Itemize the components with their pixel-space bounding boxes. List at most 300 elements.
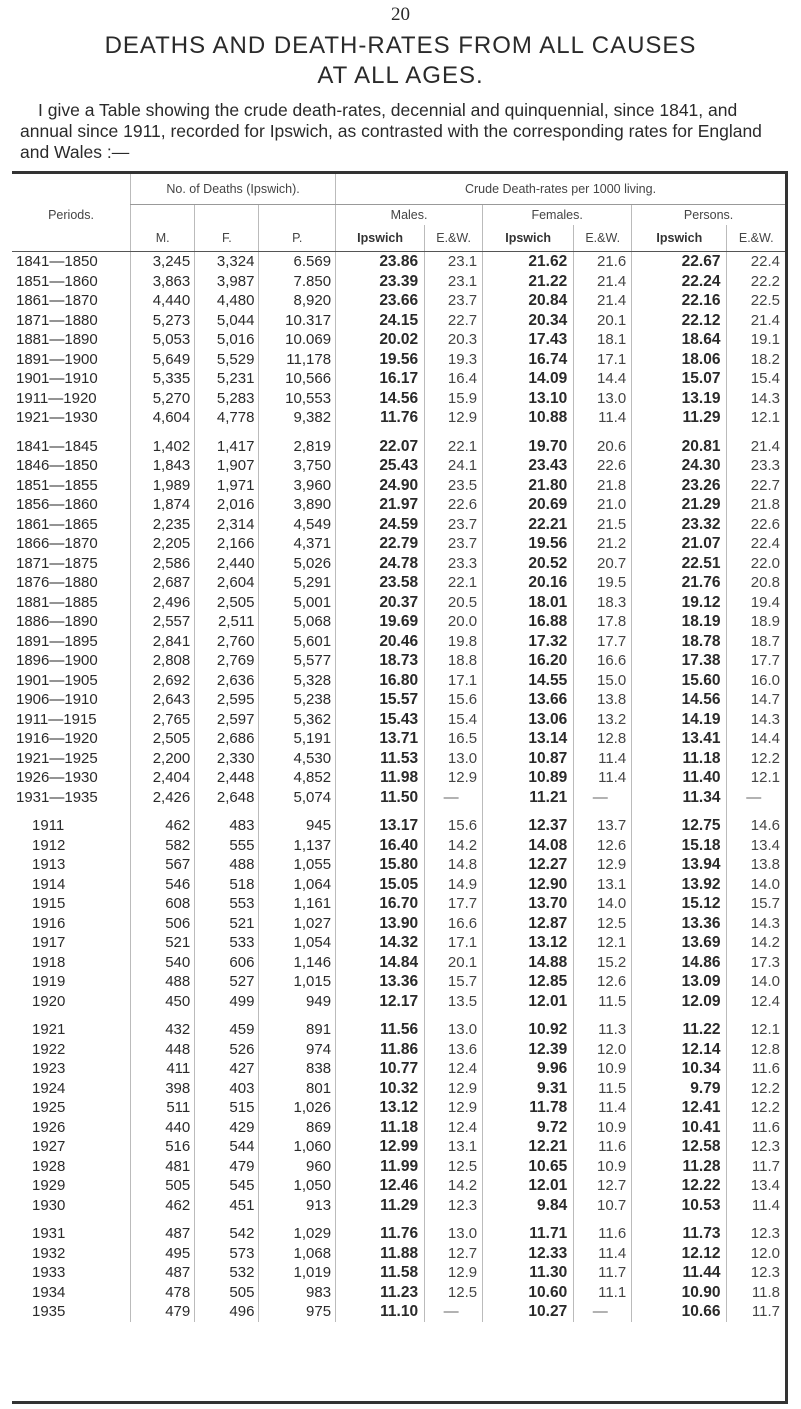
cell-rate-female-ew: 11.1 xyxy=(574,1283,632,1303)
cell-rate-female-ew: 20.6 xyxy=(574,428,632,457)
cell-deaths-persons: 975 xyxy=(259,1302,336,1322)
table-row xyxy=(12,534,785,554)
cell-rate-persons-ew: 23.3 xyxy=(727,456,785,476)
cell-rate-male-ew: 12.5 xyxy=(425,1157,483,1177)
cell-deaths-persons: 1,146 xyxy=(259,953,336,973)
cell-deaths-male: 481 xyxy=(131,1157,195,1177)
cell-rate-male-ipswich: 13.71 xyxy=(336,729,425,749)
cell-period: 1921—1930 xyxy=(16,409,98,426)
cell-rate-male-ipswich: 10.77 xyxy=(336,1059,425,1079)
header-blank-p xyxy=(259,205,336,226)
cell-rate-male-ipswich: 20.37 xyxy=(336,593,425,613)
cell-rate-male-ew: 15.4 xyxy=(425,710,483,730)
cell-rate-female-ipswich: 19.70 xyxy=(483,428,574,457)
cell-rate-persons-ew: 22.5 xyxy=(727,291,785,311)
cell-deaths-persons: 3,960 xyxy=(259,476,336,496)
cell-rate-female-ipswich: 21.80 xyxy=(483,476,574,496)
cell-period: 1932 xyxy=(32,1244,66,1262)
cell-deaths-female: 2,016 xyxy=(195,495,259,515)
cell-period: 1922 xyxy=(32,1040,66,1058)
cell-rate-female-ipswich: 9.96 xyxy=(483,1059,574,1079)
cell-rate-persons-ew: 21.4 xyxy=(727,428,785,457)
cell-period: 1841—1845 xyxy=(16,437,98,455)
cell-deaths-female: 2,330 xyxy=(195,749,259,769)
header-females: Females. xyxy=(483,205,632,226)
cell-rate-persons-ipswich: 11.29 xyxy=(632,408,727,428)
cell-rate-male-ipswich: 12.46 xyxy=(336,1176,425,1196)
cell-rate-male-ew: 16.6 xyxy=(425,914,483,934)
cell-period: 1919 xyxy=(32,973,66,990)
cell-deaths-female: 5,044 xyxy=(195,311,259,331)
cell-deaths-persons: 1,015 xyxy=(259,972,336,992)
cell-period: 1914 xyxy=(32,875,66,893)
cell-rate-persons-ew: 11.7 xyxy=(727,1302,785,1322)
cell-rate-female-ipswich: 12.37 xyxy=(483,807,574,836)
cell-rate-male-ipswich: 13.36 xyxy=(336,972,425,992)
cell-rate-male-ew: 14.9 xyxy=(425,875,483,895)
cell-deaths-male: 567 xyxy=(131,855,195,875)
cell-rate-male-ipswich: 18.73 xyxy=(336,651,425,671)
header-males: Males. xyxy=(336,205,483,226)
cell-rate-female-ipswich: 20.34 xyxy=(483,311,574,331)
cell-rate-female-ew: 11.4 xyxy=(574,768,632,788)
cell-deaths-persons: 5,026 xyxy=(259,554,336,574)
cell-rate-persons-ew: 22.0 xyxy=(727,554,785,574)
cell-rate-female-ipswich: 20.16 xyxy=(483,573,574,593)
cell-rate-female-ipswich: 21.22 xyxy=(483,272,574,292)
cell-deaths-female: 2,604 xyxy=(195,573,259,593)
table-row xyxy=(12,350,785,370)
cell-period: 1927 xyxy=(32,1138,66,1155)
cell-rate-persons-ipswich: 13.94 xyxy=(632,855,727,875)
cell-rate-female-ew: 11.6 xyxy=(574,1215,632,1244)
cell-rate-female-ipswich: 17.32 xyxy=(483,632,574,652)
cell-rate-persons-ipswich: 12.14 xyxy=(632,1040,727,1060)
table-row xyxy=(12,690,785,710)
cell-rate-persons-ew: 19.1 xyxy=(727,330,785,350)
cell-rate-persons-ipswich: 11.40 xyxy=(632,768,727,788)
cell-rate-male-ipswich: 16.70 xyxy=(336,894,425,914)
cell-rate-male-ipswich: 22.07 xyxy=(336,428,425,457)
cell-rate-male-ipswich: 23.39 xyxy=(336,272,425,292)
cell-period: 1881—1890 xyxy=(16,331,98,348)
table-row xyxy=(12,1302,785,1322)
page-title xyxy=(0,31,801,91)
cell-rate-persons-ew: 14.3 xyxy=(727,914,785,934)
cell-rate-persons-ipswich: 21.07 xyxy=(632,534,727,554)
cell-rate-female-ipswich: 10.87 xyxy=(483,749,574,769)
cell-rate-male-ew: 13.0 xyxy=(425,1215,483,1244)
cell-deaths-female: 5,283 xyxy=(195,389,259,409)
cell-deaths-persons: 4,549 xyxy=(259,515,336,535)
cell-deaths-male: 2,404 xyxy=(131,768,195,788)
table-row xyxy=(12,1244,785,1264)
cell-rate-female-ipswich: 17.43 xyxy=(483,330,574,350)
cell-deaths-male: 1,989 xyxy=(131,476,195,496)
cell-rate-persons-ew: 12.4 xyxy=(727,992,785,1012)
cell-rate-female-ew: 10.9 xyxy=(574,1059,632,1079)
cell-rate-male-ipswich: 13.90 xyxy=(336,914,425,934)
cell-rate-male-ew: 15.9 xyxy=(425,389,483,409)
cell-rate-female-ew: 11.4 xyxy=(574,1098,632,1118)
cell-rate-persons-ipswich: 13.69 xyxy=(632,933,727,953)
cell-rate-male-ew: 17.1 xyxy=(425,671,483,691)
cell-deaths-persons: 11,178 xyxy=(259,350,336,370)
cell-period: 1866—1870 xyxy=(16,535,98,552)
cell-rate-persons-ew: 12.2 xyxy=(727,1079,785,1099)
table-row xyxy=(12,389,785,409)
cell-rate-male-ew: 22.1 xyxy=(425,428,483,457)
cell-rate-male-ew: 14.2 xyxy=(425,836,483,856)
cell-rate-persons-ipswich: 15.12 xyxy=(632,894,727,914)
cell-rate-female-ew: 15.0 xyxy=(574,671,632,691)
cell-deaths-male: 2,496 xyxy=(131,593,195,613)
cell-deaths-persons: 960 xyxy=(259,1157,336,1177)
cell-deaths-male: 2,687 xyxy=(131,573,195,593)
table-row xyxy=(12,1215,785,1244)
cell-rate-female-ipswich: 14.09 xyxy=(483,369,574,389)
cell-deaths-male: 432 xyxy=(131,1011,195,1040)
cell-period: 1925 xyxy=(32,1099,66,1116)
cell-deaths-persons: 1,161 xyxy=(259,894,336,914)
cell-deaths-female: 2,511 xyxy=(195,612,259,632)
cell-rate-female-ipswich: 10.60 xyxy=(483,1283,574,1303)
cell-rate-male-ew: 13.0 xyxy=(425,1011,483,1040)
cell-rate-persons-ipswich: 12.09 xyxy=(632,992,727,1012)
header-blank-f xyxy=(195,205,259,226)
cell-period: 1930 xyxy=(32,1196,66,1214)
cell-rate-female-ipswich: 23.43 xyxy=(483,456,574,476)
cell-deaths-male: 2,808 xyxy=(131,651,195,671)
cell-rate-male-ipswich: 11.50 xyxy=(336,788,425,808)
table-row xyxy=(12,515,785,535)
table-row xyxy=(12,1157,785,1177)
cell-rate-female-ipswich: 13.10 xyxy=(483,389,574,409)
cell-rate-persons-ipswich: 9.79 xyxy=(632,1079,727,1099)
cell-rate-female-ew: 12.0 xyxy=(574,1040,632,1060)
cell-rate-persons-ew: 12.2 xyxy=(727,1098,785,1118)
cell-rate-male-ew: 15.6 xyxy=(425,807,483,836)
cell-period: 1861—1870 xyxy=(16,292,98,309)
death-rates-table xyxy=(12,174,785,1322)
cell-period: 1851—1860 xyxy=(16,272,98,290)
table-row xyxy=(12,330,785,350)
cell-rate-persons-ew: 16.0 xyxy=(727,671,785,691)
cell-rate-male-ipswich: 12.99 xyxy=(336,1137,425,1157)
cell-deaths-female: 2,648 xyxy=(195,788,259,808)
cell-deaths-male: 608 xyxy=(131,894,195,914)
cell-deaths-female: 518 xyxy=(195,875,259,895)
cell-rate-male-ew: 12.4 xyxy=(425,1118,483,1138)
cell-deaths-female: 2,505 xyxy=(195,593,259,613)
cell-rate-male-ew: 22.6 xyxy=(425,495,483,515)
cell-rate-persons-ew: 14.2 xyxy=(727,933,785,953)
cell-rate-female-ew: 15.2 xyxy=(574,953,632,973)
cell-rate-female-ipswich: 10.27 xyxy=(483,1302,574,1322)
cell-rate-persons-ipswich: 14.19 xyxy=(632,710,727,730)
cell-rate-persons-ipswich: 22.16 xyxy=(632,291,727,311)
cell-rate-persons-ew: 22.4 xyxy=(727,252,785,272)
cell-rate-persons-ew: 13.4 xyxy=(727,836,785,856)
cell-deaths-persons: 1,029 xyxy=(259,1215,336,1244)
cell-deaths-persons: 5,191 xyxy=(259,729,336,749)
cell-rate-persons-ipswich: 10.90 xyxy=(632,1283,727,1303)
cell-deaths-female: 5,529 xyxy=(195,350,259,370)
cell-rate-persons-ipswich: 11.22 xyxy=(632,1011,727,1040)
cell-rate-persons-ipswich: 13.41 xyxy=(632,729,727,749)
cell-rate-female-ipswich: 14.08 xyxy=(483,836,574,856)
cell-rate-male-ew: 20.0 xyxy=(425,612,483,632)
cell-rate-male-ew: 12.5 xyxy=(425,1283,483,1303)
cell-rate-persons-ew: 11.7 xyxy=(727,1157,785,1177)
cell-rate-female-ew: 12.1 xyxy=(574,933,632,953)
cell-deaths-male: 2,765 xyxy=(131,710,195,730)
cell-rate-persons-ipswich: 12.75 xyxy=(632,807,727,836)
cell-rate-female-ew: 14.0 xyxy=(574,894,632,914)
cell-rate-persons-ipswich: 12.41 xyxy=(632,1098,727,1118)
cell-period: 1911—1920 xyxy=(16,389,97,407)
cell-deaths-female: 403 xyxy=(195,1079,259,1099)
cell-rate-persons-ipswich: 15.60 xyxy=(632,671,727,691)
cell-rate-male-ipswich: 10.32 xyxy=(336,1079,425,1099)
cell-rate-persons-ipswich: 14.56 xyxy=(632,690,727,710)
cell-deaths-male: 1,874 xyxy=(131,495,195,515)
cell-rate-male-ipswich: 16.80 xyxy=(336,671,425,691)
cell-deaths-female: 459 xyxy=(195,1011,259,1040)
cell-rate-persons-ew: 13.4 xyxy=(727,1176,785,1196)
cell-period: 1931 xyxy=(32,1225,66,1242)
cell-rate-male-ipswich: 24.78 xyxy=(336,554,425,574)
cell-deaths-male: 2,586 xyxy=(131,554,195,574)
cell-rate-female-ew: 21.2 xyxy=(574,534,632,554)
cell-rate-male-ipswich: 11.98 xyxy=(336,768,425,788)
cell-rate-persons-ipswich: 21.29 xyxy=(632,495,727,515)
cell-rate-female-ew: 10.7 xyxy=(574,1196,632,1216)
cell-deaths-persons: 7.850 xyxy=(259,272,336,292)
cell-deaths-female: 606 xyxy=(195,953,259,973)
cell-deaths-female: 515 xyxy=(195,1098,259,1118)
cell-rate-female-ew: 13.2 xyxy=(574,710,632,730)
cell-rate-persons-ew: 18.2 xyxy=(727,350,785,370)
table-row xyxy=(12,671,785,691)
cell-deaths-female: 545 xyxy=(195,1176,259,1196)
cell-deaths-female: 533 xyxy=(195,933,259,953)
cell-period: 1891—1900 xyxy=(16,350,98,368)
cell-deaths-persons: 6.569 xyxy=(259,252,336,272)
cell-rate-female-ew: — xyxy=(574,788,632,808)
table-row xyxy=(12,914,785,934)
cell-deaths-persons: 1,068 xyxy=(259,1244,336,1264)
cell-rate-persons-ipswich: 21.76 xyxy=(632,573,727,593)
cell-deaths-female: 483 xyxy=(195,807,259,836)
cell-deaths-female: 544 xyxy=(195,1137,259,1157)
cell-rate-persons-ipswich: 13.92 xyxy=(632,875,727,895)
cell-deaths-male: 2,841 xyxy=(131,632,195,652)
cell-rate-persons-ipswich: 20.81 xyxy=(632,428,727,457)
cell-period: 1896—1900 xyxy=(16,652,98,669)
cell-rate-persons-ew: 14.3 xyxy=(727,389,785,409)
cell-rate-female-ipswich: 13.14 xyxy=(483,729,574,749)
cell-deaths-male: 479 xyxy=(131,1302,195,1322)
cell-deaths-male: 478 xyxy=(131,1283,195,1303)
cell-period: 1921—1925 xyxy=(16,749,98,767)
cell-period: 1876—1880 xyxy=(16,574,98,591)
table-row xyxy=(12,894,785,914)
table-row xyxy=(12,875,785,895)
cell-period: 1913 xyxy=(32,856,66,873)
cell-rate-male-ew: — xyxy=(425,1302,483,1322)
cell-rate-persons-ew: 11.6 xyxy=(727,1118,785,1138)
header-m: M. xyxy=(131,225,195,252)
cell-period: 1851—1855 xyxy=(16,476,98,494)
cell-deaths-persons: 983 xyxy=(259,1283,336,1303)
cell-rate-female-ipswich: 13.70 xyxy=(483,894,574,914)
cell-deaths-male: 521 xyxy=(131,933,195,953)
cell-deaths-male: 4,440 xyxy=(131,291,195,311)
cell-deaths-male: 2,426 xyxy=(131,788,195,808)
cell-deaths-persons: 4,371 xyxy=(259,534,336,554)
cell-period: 1933 xyxy=(32,1264,66,1281)
cell-rate-female-ew: 19.5 xyxy=(574,573,632,593)
cell-rate-persons-ew: 11.6 xyxy=(727,1059,785,1079)
cell-rate-male-ew: 20.1 xyxy=(425,953,483,973)
cell-period: 1916—1920 xyxy=(16,730,98,747)
cell-rate-male-ipswich: 11.56 xyxy=(336,1011,425,1040)
cell-rate-persons-ipswich: 11.28 xyxy=(632,1157,727,1177)
table-row xyxy=(12,855,785,875)
cell-rate-female-ipswich: 11.71 xyxy=(483,1215,574,1244)
cell-rate-male-ipswich: 24.15 xyxy=(336,311,425,331)
cell-rate-persons-ipswich: 12.58 xyxy=(632,1137,727,1157)
cell-rate-female-ew: 21.8 xyxy=(574,476,632,496)
cell-deaths-persons: 801 xyxy=(259,1079,336,1099)
cell-deaths-persons: 1,050 xyxy=(259,1176,336,1196)
table-row xyxy=(12,1040,785,1060)
cell-rate-persons-ew: 12.2 xyxy=(727,749,785,769)
cell-rate-female-ew: 10.9 xyxy=(574,1157,632,1177)
cell-rate-female-ew: 17.8 xyxy=(574,612,632,632)
cell-deaths-male: 440 xyxy=(131,1118,195,1138)
cell-rate-persons-ew: 22.7 xyxy=(727,476,785,496)
cell-deaths-male: 462 xyxy=(131,807,195,836)
cell-deaths-male: 462 xyxy=(131,1196,195,1216)
cell-deaths-male: 5,649 xyxy=(131,350,195,370)
cell-deaths-male: 488 xyxy=(131,972,195,992)
cell-deaths-persons: 3,890 xyxy=(259,495,336,515)
cell-rate-male-ipswich: 14.84 xyxy=(336,953,425,973)
cell-rate-female-ew: 18.3 xyxy=(574,593,632,613)
cell-rate-female-ew: 10.9 xyxy=(574,1118,632,1138)
cell-deaths-male: 448 xyxy=(131,1040,195,1060)
cell-rate-persons-ew: 20.8 xyxy=(727,573,785,593)
cell-rate-persons-ew: 22.4 xyxy=(727,534,785,554)
cell-period: 1924 xyxy=(32,1079,66,1097)
header-persons: Persons. xyxy=(632,205,785,226)
cell-rate-male-ew: 19.8 xyxy=(425,632,483,652)
cell-period: 1915 xyxy=(32,895,66,912)
cell-period: 1906—1910 xyxy=(16,691,98,708)
cell-deaths-female: 2,440 xyxy=(195,554,259,574)
cell-rate-persons-ew: 12.3 xyxy=(727,1263,785,1283)
cell-rate-female-ew: 20.1 xyxy=(574,311,632,331)
cell-deaths-female: 555 xyxy=(195,836,259,856)
cell-rate-persons-ew: 13.8 xyxy=(727,855,785,875)
cell-period: 1920 xyxy=(32,992,66,1010)
cell-period: 1929 xyxy=(32,1177,66,1194)
cell-deaths-male: 546 xyxy=(131,875,195,895)
cell-deaths-persons: 10,566 xyxy=(259,369,336,389)
cell-rate-male-ipswich: 19.56 xyxy=(336,350,425,370)
cell-rate-persons-ew: 12.1 xyxy=(727,768,785,788)
table-row xyxy=(12,554,785,574)
cell-rate-male-ew: 12.9 xyxy=(425,408,483,428)
cell-period: 1912 xyxy=(32,836,66,854)
cell-rate-persons-ew: 11.4 xyxy=(727,1196,785,1216)
cell-deaths-persons: 1,055 xyxy=(259,855,336,875)
header-periods-spacer xyxy=(12,174,131,205)
cell-deaths-male: 505 xyxy=(131,1176,195,1196)
cell-rate-persons-ew: 22.2 xyxy=(727,272,785,292)
death-rates-table-frame xyxy=(12,171,788,1404)
cell-rate-female-ipswich: 11.78 xyxy=(483,1098,574,1118)
cell-deaths-persons: 2,819 xyxy=(259,428,336,457)
cell-rate-persons-ew: 15.4 xyxy=(727,369,785,389)
cell-deaths-male: 1,843 xyxy=(131,456,195,476)
cell-deaths-male: 5,273 xyxy=(131,311,195,331)
cell-rate-male-ew: 14.2 xyxy=(425,1176,483,1196)
cell-rate-male-ew: 12.3 xyxy=(425,1196,483,1216)
cell-deaths-female: 2,595 xyxy=(195,690,259,710)
cell-rate-male-ipswich: 14.56 xyxy=(336,389,425,409)
cell-deaths-persons: 1,026 xyxy=(259,1098,336,1118)
table-row xyxy=(12,972,785,992)
table-row xyxy=(12,408,785,428)
cell-rate-female-ew: 14.4 xyxy=(574,369,632,389)
cell-rate-male-ipswich: 15.43 xyxy=(336,710,425,730)
cell-period: 1911 xyxy=(32,817,65,834)
cell-rate-persons-ipswich: 23.26 xyxy=(632,476,727,496)
cell-rate-male-ipswich: 11.99 xyxy=(336,1157,425,1177)
cell-rate-male-ew: 13.6 xyxy=(425,1040,483,1060)
cell-deaths-persons: 5,328 xyxy=(259,671,336,691)
cell-rate-female-ew: 12.8 xyxy=(574,729,632,749)
cell-rate-female-ipswich: 9.31 xyxy=(483,1079,574,1099)
cell-rate-female-ipswich: 13.66 xyxy=(483,690,574,710)
table-row xyxy=(12,749,785,769)
cell-deaths-persons: 913 xyxy=(259,1196,336,1216)
cell-rate-persons-ipswich: 10.53 xyxy=(632,1196,727,1216)
cell-rate-female-ipswich: 10.89 xyxy=(483,768,574,788)
cell-deaths-female: 1,971 xyxy=(195,476,259,496)
title-line-1: DEATHS AND DEATH-RATES FROM ALL CAUSES xyxy=(104,32,697,59)
cell-rate-female-ipswich: 12.85 xyxy=(483,972,574,992)
header-periods: Periods. xyxy=(48,207,94,222)
cell-rate-persons-ew: 18.7 xyxy=(727,632,785,652)
table-row xyxy=(12,1196,785,1216)
cell-deaths-persons: 4,530 xyxy=(259,749,336,769)
cell-rate-female-ew: 16.6 xyxy=(574,651,632,671)
header-persons-ipswich: Ipswich xyxy=(632,225,727,252)
table-row xyxy=(12,456,785,476)
cell-rate-female-ew: 12.6 xyxy=(574,836,632,856)
cell-deaths-female: 427 xyxy=(195,1059,259,1079)
cell-rate-male-ipswich: 13.12 xyxy=(336,1098,425,1118)
cell-rate-male-ipswich: 20.46 xyxy=(336,632,425,652)
cell-deaths-persons: 5,238 xyxy=(259,690,336,710)
intro-text: I give a Table showing the crude death-rates, decennial and quinquennial, since 1841, and annual since 1911, recorded for Ipswich, as contrasted with the corresponding rates for England and Wales :— xyxy=(20,100,762,162)
cell-deaths-persons: 945 xyxy=(259,807,336,836)
cell-rate-male-ipswich: 19.69 xyxy=(336,612,425,632)
